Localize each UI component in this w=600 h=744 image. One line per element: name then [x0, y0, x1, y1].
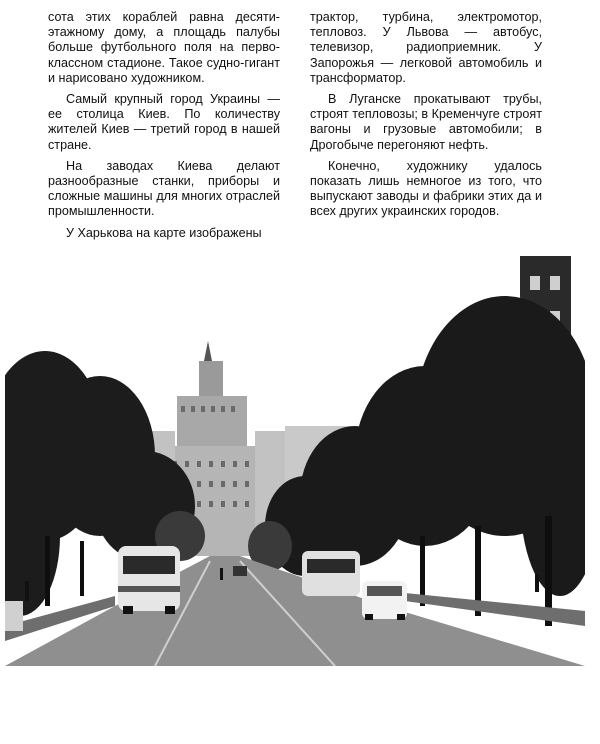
paragraph: сота этих кораблей равна десяти-этажному дому, а площадь палубы больше футбольного поля на перво-классном стадионе. Такое судно-гигант и нарисовано художником.: [48, 10, 280, 85]
paragraph: На заводах Киева делают разнообразные станки, приборы и сложные машины для многих отраслей промышленности.: [48, 158, 280, 219]
distant-car: [233, 566, 247, 576]
trolleybus-right: [302, 551, 360, 596]
paragraph: В Луганске прокатывают трубы, строят тепловозы; в Кременчуге строят вагоны и грузовые автомобили; в Дрогобыче перегоняют нефть.: [310, 92, 542, 152]
paragraph: трактор, турбина, электромотор, тепловоз. У Львова — автобус, телевизор, радиоприемник. У Запорожья — легковой автомобиль и трансформатор.: [310, 10, 542, 85]
parked-car: [5, 601, 23, 631]
kyiv-street-photo: [5, 256, 585, 666]
paragraph: У Харькова на карте изображены: [66, 225, 262, 240]
left-text-column: [48, 10, 280, 241]
paragraph: Самый крупный город Украины — ее столица Киев. По количеству жителей Киев — третий город в нашей стране.: [48, 92, 280, 152]
trolleybus-left: [118, 546, 180, 614]
paragraph: Конечно, художнику удалось показать лишь немногое из того, что выпускают заводы и фабрики этих да и всех других украинских городов.: [310, 158, 542, 219]
white-car: [362, 581, 407, 620]
right-text-column: [310, 10, 542, 220]
